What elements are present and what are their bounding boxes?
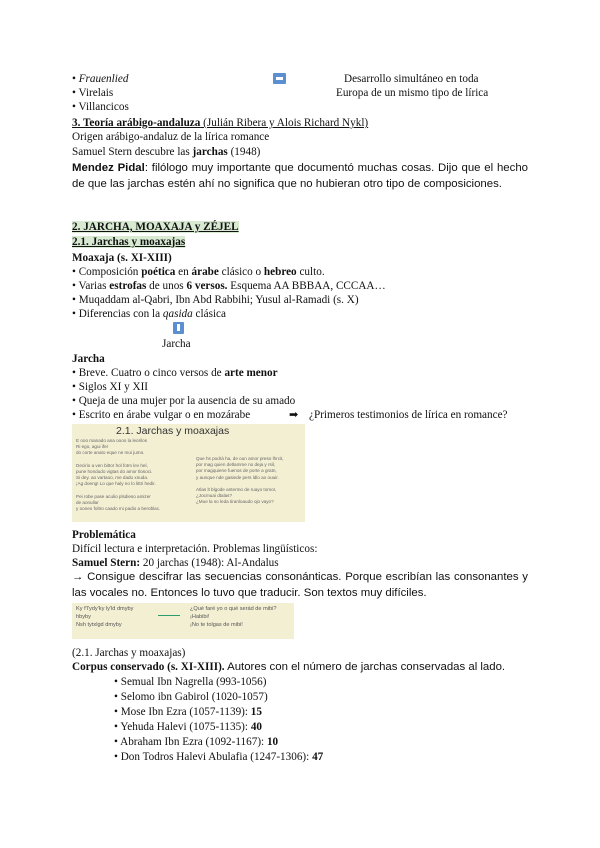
corpus-reference: (2.1. Jarchas y moaxajas) xyxy=(72,647,186,659)
section-3-heading: 3. Teoría arábigo-andaluza (Julián Ribera y Alois Richard Nykl) xyxy=(72,117,369,129)
list-item-villancicos: • Villancicos xyxy=(72,101,129,113)
list-item: • Mose Ibn Ezra (1057-1139): 15 xyxy=(114,706,262,718)
jarcha-center-label: Jarcha xyxy=(162,338,191,350)
list-item: • Abraham Ibn Ezra (1092-1167): 10 xyxy=(114,736,279,748)
transcription-right: ¿Qué faré yo o qué serád de mibi? ¡Habibi! ¡No te tolgas de mibi! xyxy=(190,606,277,628)
slide-left-column: E ooo manado ana oooo la leorilos Ri ego, agui ifer do corte anato eque ne mui jumo. Decirio a ven bittor hol fotm lev hel, pune hondudo vigtas do amor tlosoci. Si dey. ao vartaoo, me dadu xnuda. ¡Ag doeng! Lo que haly no lo littri hedir. Pei robe pase aculio plsdieso amizer de aonullar y ooneo foltro caado mi padio a beroblac. xyxy=(76,438,161,512)
arrow-right-icon xyxy=(273,73,286,84)
jarcha-item-3: • Queja de una mujer por la ausencia de su amado xyxy=(72,395,296,407)
list-item: • Don Todros Halevi Abulafia (1247-1306): 47 xyxy=(114,751,324,763)
corpus-title: Corpus conservado (s. XI-XIII). Autores con el número de jarchas conservadas al lado. xyxy=(72,661,506,673)
moaxaja-item-2: • Varias estrofas de unos 6 versos. Esquema AA BBBAA, CCCAA… xyxy=(72,280,386,292)
stern-line: Samuel Stern descubre las jarchas (1948) xyxy=(72,146,261,158)
moaxaja-item-3: • Muqaddam al-Qabri, Ibn Abd Rabbihi; Yusul al-Ramadi (s. X) xyxy=(72,294,359,306)
moaxaja-item-4: • Diferencias con la qasida clásica xyxy=(72,308,226,320)
jarcha-title: Jarcha xyxy=(72,353,105,365)
transcription-left: Ky f'l'ydy'ky ly'ld dmyby hbyby Nsh tytxlgd dmyby xyxy=(76,606,134,628)
list-item: • Yehuda Halevi (1075-1135): 40 xyxy=(114,721,263,733)
list-item: • Semual Ibn Nagrella (993-1056) xyxy=(114,676,267,688)
jarcha-item-2: • Siglos XI y XII xyxy=(72,381,149,393)
problematica-line: Difícil lectura e interpretación. Problemas lingüísticos: xyxy=(72,543,318,555)
slide-image-jarchas xyxy=(72,424,305,522)
list-item-virelais: • Virelais xyxy=(72,87,114,99)
moaxaja-title: Moaxaja (s. XI-XIII) xyxy=(72,252,172,264)
jarcha-item-1: • Breve. Cuatro o cinco versos de arte menor xyxy=(72,367,278,379)
list-item-frauenlied: • Frauenlied xyxy=(72,73,129,85)
arrow-right-icon: ➡ xyxy=(289,409,299,421)
note-line-1: Desarrollo simultáneo en toda xyxy=(344,73,479,85)
slide-title: 2.1. Jarchas y moaxajas xyxy=(116,425,230,437)
origin-line: Origen arábigo-andaluz de la lírica romance xyxy=(72,131,270,143)
jarcha-item-4: • Escrito en árabe vulgar o en mozárabe xyxy=(72,409,251,421)
romance-question: ¿Primeros testimonios de lírica en romance? xyxy=(309,409,508,421)
slide-right-column: Que hs podrá ha, de oun amor preso lhrcit, por mag quien detlamme no deja y rsil, por magquiene fuenos de porte a gratn, y aunque nde gasiede pers ldlo ao ouuir. Atlas lt blgode antermo de ruayo tomor, ¿Jocmuai dtalas? ¿Mue la so leda tiranloaudo ojo vayo? xyxy=(196,456,284,505)
arrow-down-icon xyxy=(173,322,184,334)
pidal-paragraph: Mendez Pidal: filólogo muy importante que documentó muchas cosas. Dijo que el hecho de que las jarchas estén ahí no significa que no hubieran otro tipo de composiciones. xyxy=(72,162,529,190)
problematica-title: Problemática xyxy=(72,529,136,541)
note-line-2: Europa de un mismo tipo de lírica xyxy=(336,87,489,99)
list-item: • Selomo ibn Gabirol (1020-1057) xyxy=(114,691,268,703)
transcription-divider xyxy=(158,615,180,616)
section-2-heading: 2. JARCHA, MOAXAJA y ZÉJEL xyxy=(72,221,239,233)
section-2-1-heading: 2.1. Jarchas y moaxajas xyxy=(72,236,186,248)
slide-image-transcription xyxy=(72,603,294,639)
moaxaja-item-1: • Composición poética en árabe clásico o hebreo culto. xyxy=(72,266,325,278)
consigue-paragraph: → Consigue descifrar las secuencias consonánticas. Porque escribían las consonantes y las vocales no. Entonces lo tuvo que traducir. Son textos muy difíciles. xyxy=(72,571,528,599)
stern-jarchas-line: Samuel Stern: 20 jarchas (1948): Al-Andalus xyxy=(72,557,279,569)
